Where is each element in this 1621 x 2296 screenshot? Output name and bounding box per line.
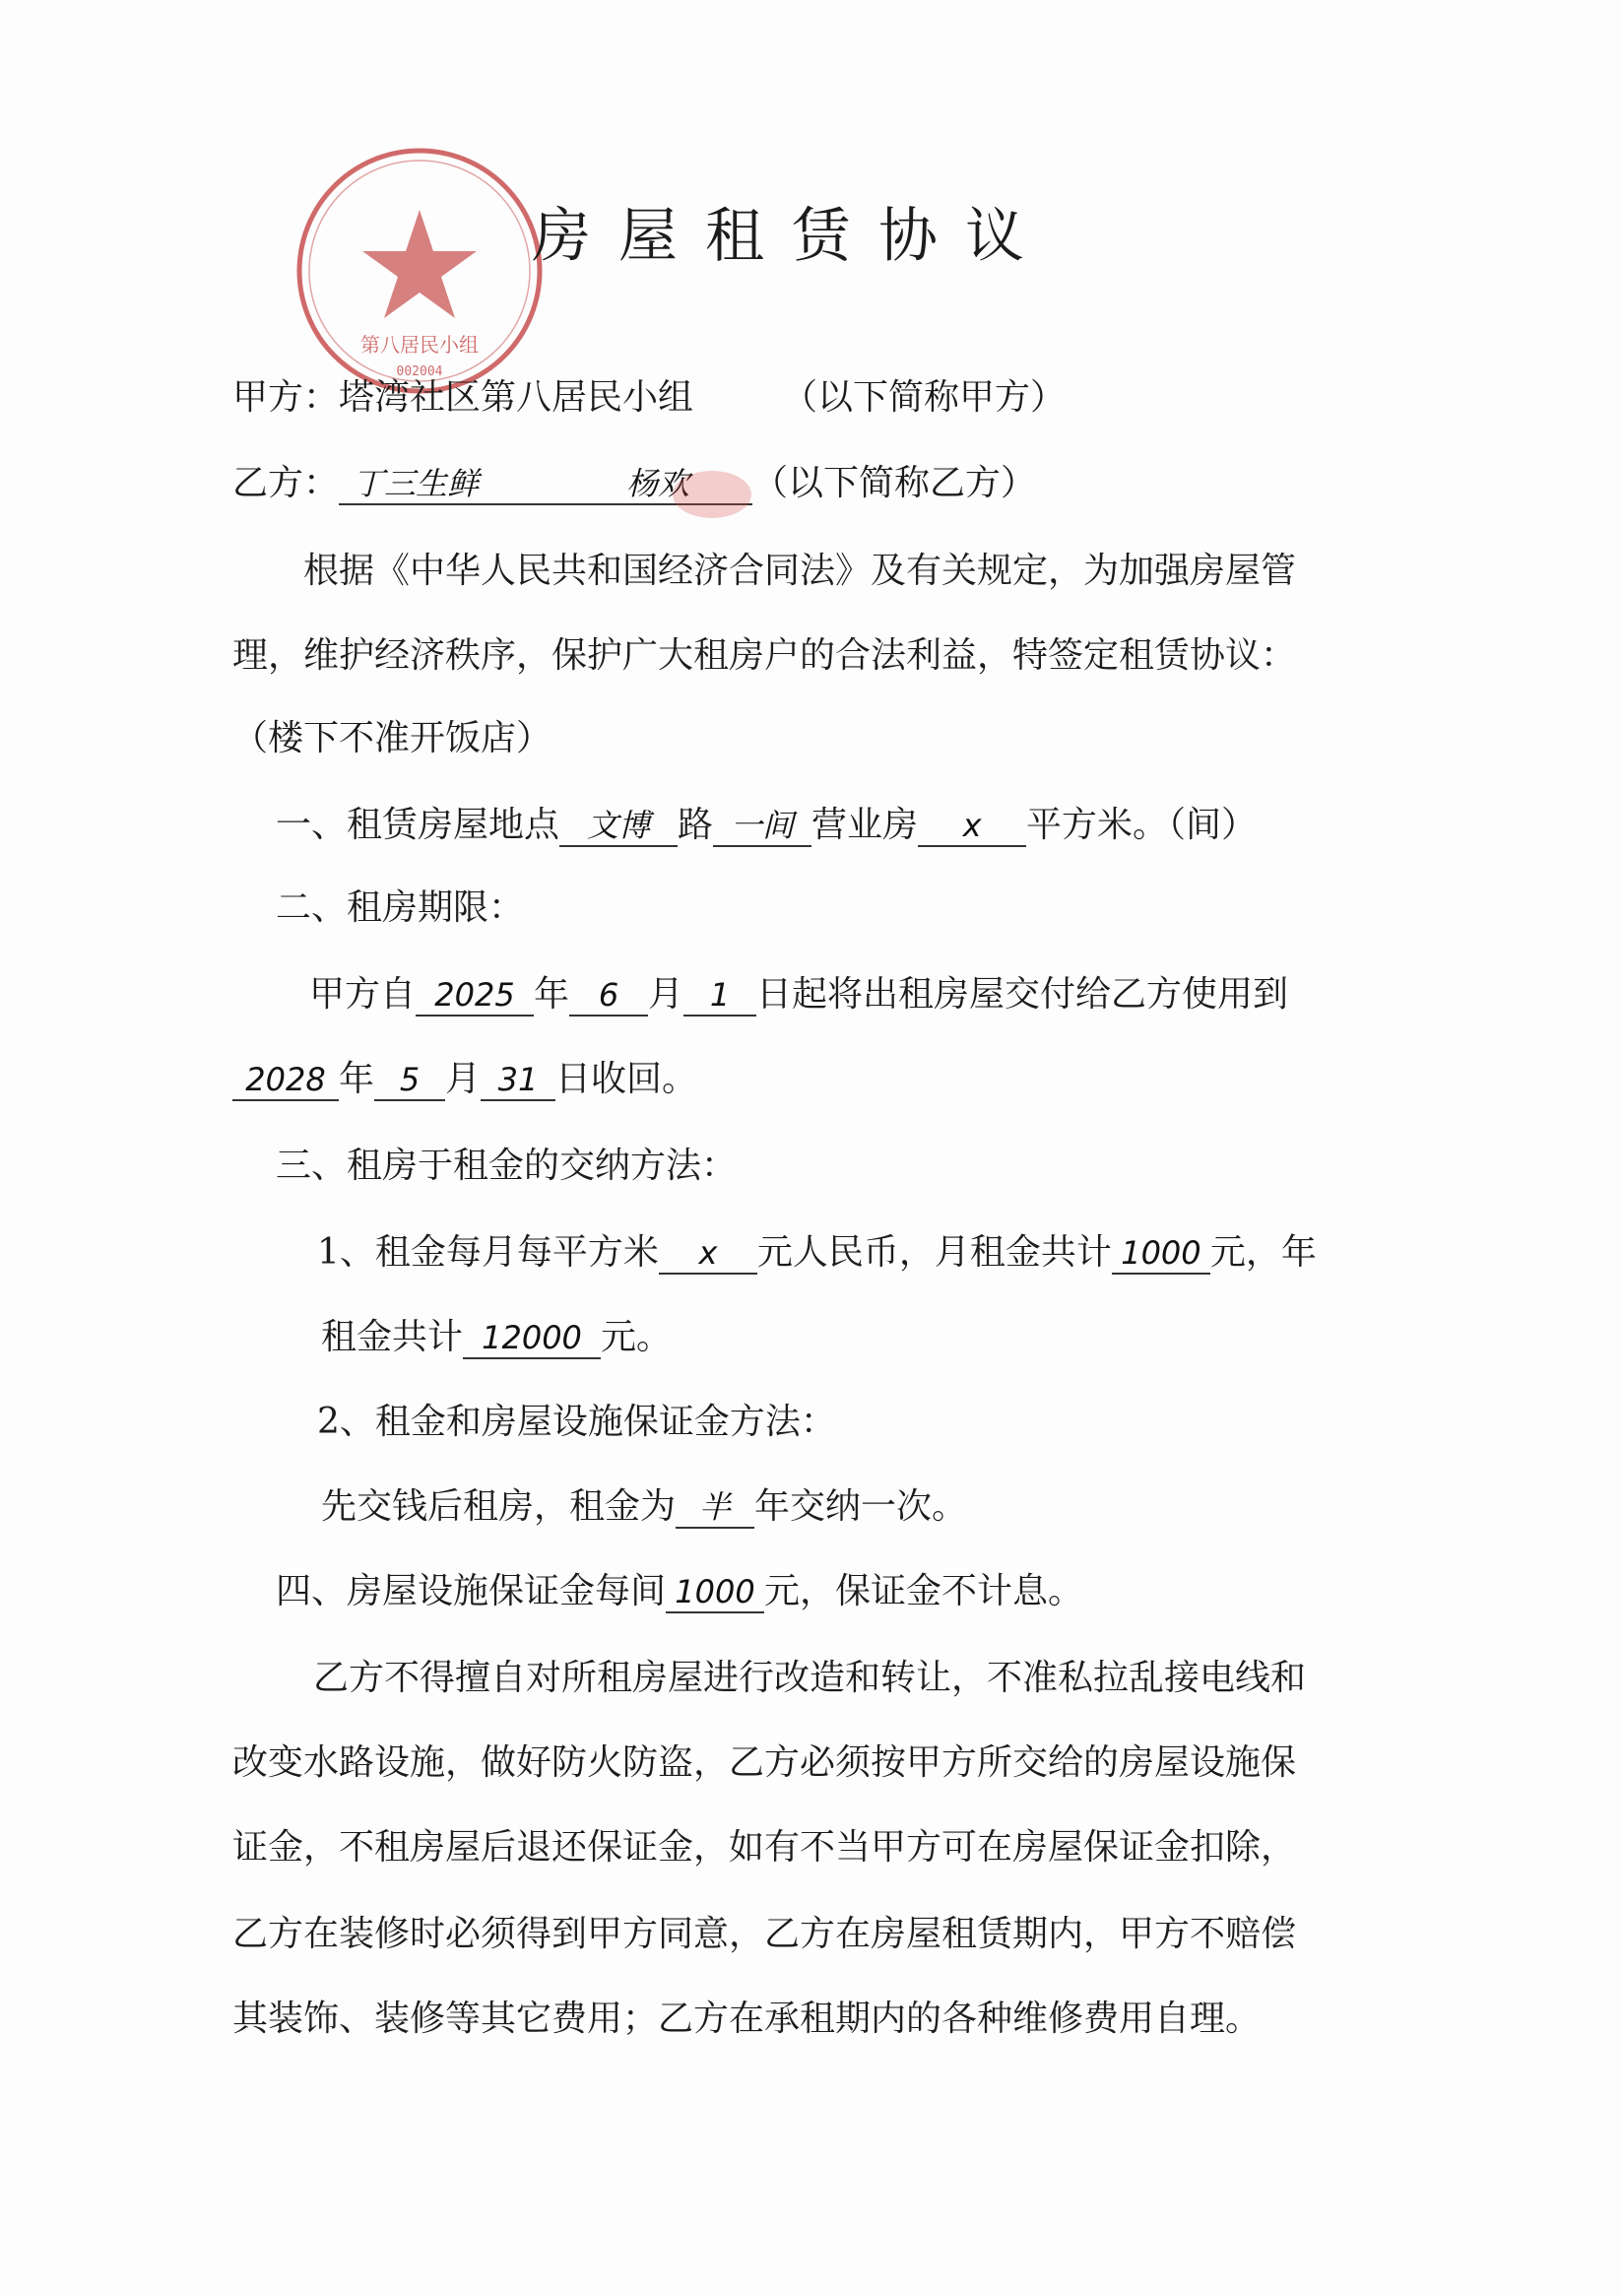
official-seal-stamp (292, 143, 548, 399)
rules-line-4: 乙方在装修时必须得到甲方同意，乙方在房屋租赁期内，甲方不赔偿 (232, 1914, 1297, 1954)
fingerprint-stamp (658, 460, 766, 529)
payment-line: 先交钱后租房，租金为 半 年交纳一次。 (321, 1483, 967, 1531)
deposit-amount-field: 1000 (666, 1568, 764, 1613)
party-a-name: 塔湾社区第八居民小组 (339, 377, 694, 418)
seal-code: 002004 (396, 364, 443, 379)
party-b-name-field: 丁三生鲜 杨欢 (339, 460, 752, 505)
clause-4-deposit: 四、房屋设施保证金每间 1000 元，保证金不计息。 (276, 1568, 1083, 1615)
per-sqm-field: x (659, 1229, 757, 1275)
intro-line-3: （楼下不准开饭店） (232, 718, 552, 758)
rules-line-3: 证金，不租房屋后退还保证金，如有不当甲方可在房屋保证金扣除， (232, 1827, 1297, 1868)
document-title: 房屋租赁协议 (532, 202, 1052, 271)
intro-line-2: 理，维护经济秩序，保护广大租房户的合法利益，特签定租赁协议： (232, 635, 1297, 676)
start-day-field: 1 (683, 971, 756, 1017)
party-a-line: 甲方：塔湾社区第八居民小组 （以下简称甲方） (232, 377, 1067, 418)
rent-line-1: 1、租金每月每平方米 x 元人民币，月租金共计 1000 元，年 (317, 1229, 1317, 1277)
rules-line-2: 改变水路设施，做好防火防盗，乙方必须按甲方所交给的房屋设施保 (232, 1742, 1297, 1783)
rent-line-2: 租金共计 12000 元。 (321, 1314, 672, 1361)
start-month-field: 6 (569, 971, 648, 1017)
deposit-method-heading: 2、租金和房屋设施保证金方法： (317, 1402, 836, 1442)
end-year-field: 2028 (232, 1056, 339, 1101)
unit-field: 一间 (713, 802, 811, 847)
rules-line-5: 其装饰、装修等其它费用；乙方在承租期内的各种维修费用自理。 (232, 1999, 1262, 2039)
road-field: 文博 (559, 802, 678, 847)
start-year-field: 2025 (416, 971, 534, 1017)
end-day-field: 31 (481, 1056, 555, 1101)
clause-3-heading: 三、租房于租金的交纳方法： (276, 1146, 738, 1186)
term-line-2: 2028 年 5 月 31 日收回。 (232, 1056, 697, 1103)
payment-period-field: 半 (676, 1483, 754, 1529)
yearly-rent-field: 12000 (463, 1314, 601, 1359)
seal-label: 第八居民小组 (360, 333, 479, 357)
party-b-signature: 杨欢 (626, 465, 690, 502)
clause-2-heading: 二、租房期限： (276, 887, 525, 928)
rules-line-1: 乙方不得擅自对所租房屋进行改造和转让，不准私拉乱接电线和 (313, 1658, 1307, 1698)
term-line-1: 甲方自 2025 年 6 月 1 日起将出租房屋交付给乙方使用到 (309, 971, 1288, 1018)
intro-line-1: 根据《中华人民共和国经济合同法》及有关规定，为加强房屋管 (303, 551, 1297, 591)
clause-1-location: 一、租赁房屋地点 文博 路 一间 营业房 x 平方米。（间） (276, 802, 1257, 849)
end-month-field: 5 (374, 1056, 445, 1101)
monthly-rent-field: 1000 (1112, 1229, 1210, 1275)
area-field: x (918, 802, 1026, 847)
party-b-line: 乙方： 丁三生鲜 杨欢 （以下简称乙方） (232, 460, 1036, 507)
